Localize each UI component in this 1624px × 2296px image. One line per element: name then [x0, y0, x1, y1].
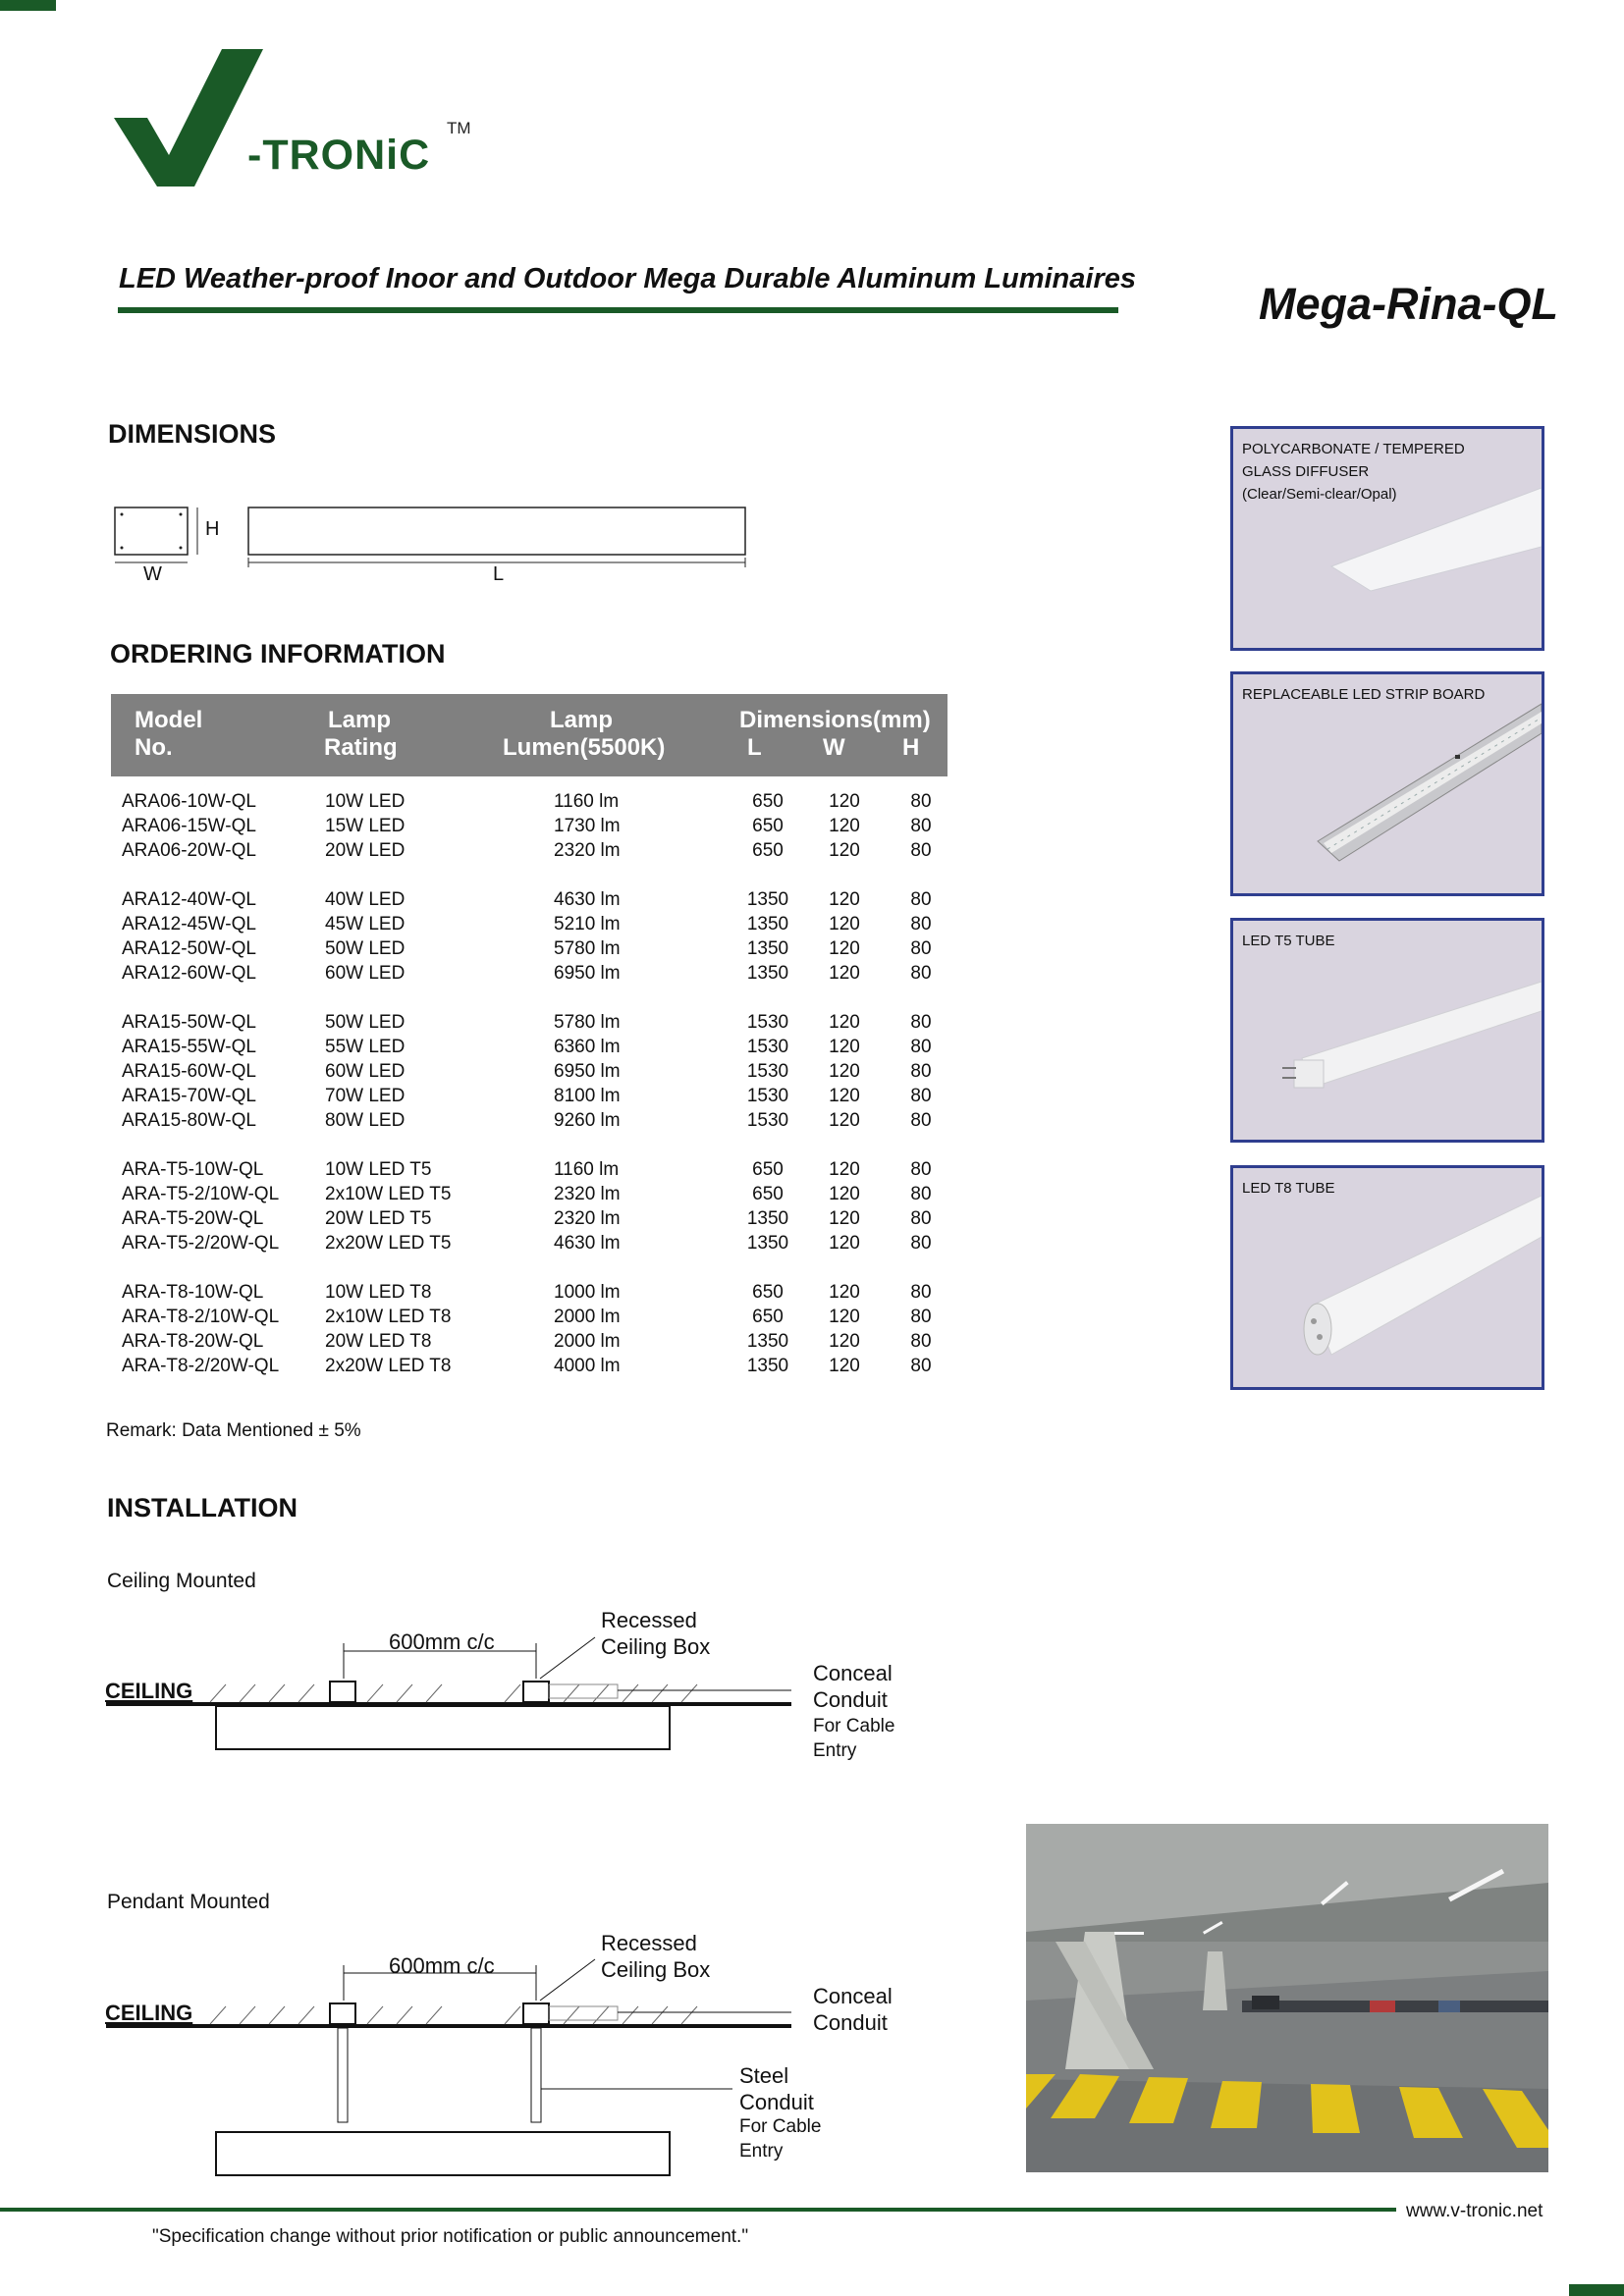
cell-h: 80 [910, 1061, 932, 1082]
col-rating-2: Rating [324, 734, 398, 761]
ordering-table-header [111, 694, 947, 776]
col-rating: Lamp [328, 707, 392, 733]
spacing-label: 600mm c/c [389, 1953, 495, 1978]
cell-lumen: 4630 lm [554, 1233, 621, 1254]
dim-label-h: H [205, 518, 220, 540]
cell-h: 80 [910, 1159, 932, 1180]
col-lumen-2: Lumen(5500K) [503, 734, 666, 761]
card-led-strip [1230, 671, 1544, 896]
cell-rating: 10W LED T8 [325, 1282, 432, 1303]
table-row [122, 1206, 956, 1231]
ceiling-label: CEILING [105, 1679, 193, 1703]
table-row [122, 814, 956, 838]
cell-l: 1350 [746, 1208, 789, 1229]
cell-h: 80 [910, 1086, 932, 1106]
trademark: TM [447, 119, 471, 137]
cell-h: 80 [910, 938, 932, 959]
cell-model: ARA12-45W-QL [122, 914, 256, 934]
ordering-heading: ORDERING INFORMATION [110, 639, 446, 668]
cell-w: 120 [829, 1184, 860, 1204]
card-label-line: REPLACEABLE LED STRIP BOARD [1242, 686, 1486, 703]
subtitle-divider [118, 307, 1118, 313]
cell-model: ARA06-15W-QL [122, 816, 256, 836]
conduit-label: For Cable [813, 1716, 895, 1736]
dim-label-w: W [143, 563, 162, 585]
card-label-line: LED T5 TUBE [1242, 933, 1335, 949]
cell-rating: 2x10W LED T8 [325, 1307, 452, 1327]
col-h: H [902, 734, 920, 761]
cell-l: 1530 [746, 1110, 789, 1131]
logo-text: -TRONiC [247, 132, 431, 179]
row-spacer [122, 863, 956, 887]
card-diffuser [1230, 426, 1544, 651]
col-l: L [747, 734, 762, 761]
cell-w: 120 [829, 1307, 860, 1327]
cell-w: 120 [829, 840, 860, 861]
card-label-line: POLYCARBONATE / TEMPERED [1242, 441, 1465, 457]
cell-model: ARA06-10W-QL [122, 791, 256, 812]
cell-lumen: 1160 lm [554, 791, 620, 812]
cell-w: 120 [829, 1233, 860, 1254]
dimensions-heading: DIMENSIONS [108, 419, 277, 449]
cell-h: 80 [910, 1184, 932, 1204]
row-spacer [122, 1255, 956, 1280]
cell-h: 80 [910, 1331, 932, 1352]
corner-accent-top [0, 0, 56, 11]
parking-garage-photo [1026, 1824, 1548, 2172]
cell-h: 80 [910, 1233, 932, 1254]
table-row [122, 1354, 956, 1378]
card-t5-tube [1230, 918, 1544, 1143]
table-row [122, 1035, 956, 1059]
cell-lumen: 9260 lm [554, 1110, 621, 1131]
table-row [122, 1329, 956, 1354]
led-strip-image [1233, 674, 1542, 893]
card-t8-tube [1230, 1165, 1544, 1390]
cell-rating: 10W LED [325, 791, 406, 812]
cell-h: 80 [910, 791, 932, 812]
cell-l: 1530 [746, 1061, 789, 1082]
cell-l: 1350 [746, 914, 789, 934]
cell-l: 1530 [746, 1037, 789, 1057]
steel-conduit-label: Conduit [739, 2090, 814, 2114]
cell-l: 1530 [746, 1012, 789, 1033]
cell-l: 650 [752, 840, 784, 861]
cell-h: 80 [910, 840, 932, 861]
cell-h: 80 [910, 1356, 932, 1376]
cell-model: ARA06-20W-QL [122, 840, 256, 861]
cell-w: 120 [829, 1208, 860, 1229]
cell-lumen: 5780 lm [554, 1012, 621, 1033]
cell-l: 650 [752, 816, 784, 836]
table-row [122, 789, 956, 814]
cell-h: 80 [910, 1037, 932, 1057]
cell-l: 1350 [746, 963, 789, 984]
cell-l: 650 [752, 791, 784, 812]
cell-lumen: 6360 lm [554, 1037, 621, 1057]
table-row [122, 887, 956, 912]
conduit-label: Conduit [813, 1687, 888, 1712]
conduit-label: Conduit [813, 2010, 888, 2035]
cell-model: ARA-T8-2/10W-QL [122, 1307, 280, 1327]
cell-rating: 80W LED [325, 1110, 406, 1131]
cell-lumen: 6950 lm [554, 1061, 621, 1082]
cell-rating: 20W LED T8 [325, 1331, 432, 1352]
cell-rating: 70W LED [325, 1086, 406, 1106]
cell-l: 650 [752, 1307, 784, 1327]
cell-h: 80 [910, 963, 932, 984]
cell-model: ARA-T8-10W-QL [122, 1282, 264, 1303]
remark: Remark: Data Mentioned ± 5% [106, 1420, 361, 1441]
cell-rating: 50W LED [325, 938, 406, 959]
cell-l: 650 [752, 1184, 784, 1204]
row-spacer [122, 1133, 956, 1157]
cell-l: 650 [752, 1159, 784, 1180]
cell-model: ARA15-55W-QL [122, 1037, 256, 1057]
cell-rating: 40W LED [325, 889, 406, 910]
cell-h: 80 [910, 1110, 932, 1131]
table-row [122, 1280, 956, 1305]
pendant-mounted-title: Pendant Mounted [107, 1891, 270, 1913]
cell-l: 1350 [746, 1233, 789, 1254]
dimensions-drawing [110, 501, 758, 589]
cell-l: 1350 [746, 1331, 789, 1352]
cell-model: ARA-T8-20W-QL [122, 1331, 264, 1352]
page-subtitle: LED Weather-proof Inoor and Outdoor Mega Durable Aluminum Luminaires [119, 263, 1136, 294]
cell-model: ARA12-40W-QL [122, 889, 256, 910]
cell-rating: 45W LED [325, 914, 406, 934]
cell-w: 120 [829, 1061, 860, 1082]
cell-h: 80 [910, 1282, 932, 1303]
cell-model: ARA15-70W-QL [122, 1086, 256, 1106]
cell-model: ARA-T5-2/20W-QL [122, 1233, 280, 1254]
recessed-box-label: Ceiling Box [601, 1957, 711, 1982]
cell-lumen: 1160 lm [554, 1159, 620, 1180]
recessed-box-label: Ceiling Box [601, 1634, 711, 1659]
cell-lumen: 2320 lm [554, 1208, 621, 1229]
cell-rating: 55W LED [325, 1037, 406, 1057]
cell-rating: 15W LED [325, 816, 406, 836]
card-label-line: LED T8 TUBE [1242, 1180, 1335, 1197]
table-row [122, 1108, 956, 1133]
diffuser-image [1233, 429, 1542, 648]
cell-rating: 2x10W LED T5 [325, 1184, 452, 1204]
cell-lumen: 5780 lm [554, 938, 621, 959]
cell-w: 120 [829, 1110, 860, 1131]
cell-rating: 60W LED [325, 963, 406, 984]
cell-w: 120 [829, 1331, 860, 1352]
table-row [122, 1305, 956, 1329]
disclaimer: "Specification change without prior notification or public announcement." [152, 2226, 749, 2247]
cell-h: 80 [910, 1012, 932, 1033]
ceiling-label: CEILING [105, 2001, 193, 2025]
cell-l: 1530 [746, 1086, 789, 1106]
row-spacer [122, 986, 956, 1010]
cell-model: ARA12-50W-QL [122, 938, 256, 959]
cell-w: 120 [829, 1037, 860, 1057]
cell-l: 1350 [746, 889, 789, 910]
spacing-label: 600mm c/c [389, 1629, 495, 1654]
cell-model: ARA15-50W-QL [122, 1012, 256, 1033]
col-lumen: Lamp [550, 707, 614, 733]
cell-h: 80 [910, 1208, 932, 1229]
product-name: Mega-Rina-QL [1259, 279, 1559, 329]
cell-lumen: 4630 lm [554, 889, 621, 910]
cell-rating: 20W LED T5 [325, 1208, 432, 1229]
card-label-line: (Clear/Semi-clear/Opal) [1242, 486, 1397, 503]
col-dimensions: Dimensions(mm) [739, 707, 931, 733]
cell-lumen: 6950 lm [554, 963, 621, 984]
recessed-box-label: Recessed [601, 1931, 697, 1955]
cell-model: ARA-T5-2/10W-QL [122, 1184, 280, 1204]
cell-lumen: 2000 lm [554, 1307, 621, 1327]
cell-h: 80 [910, 889, 932, 910]
cell-rating: 10W LED T5 [325, 1159, 432, 1180]
col-w: W [823, 734, 845, 761]
col-model-2: No. [135, 734, 173, 761]
cell-rating: 60W LED [325, 1061, 406, 1082]
cell-l: 1350 [746, 938, 789, 959]
cell-lumen: 5210 lm [554, 914, 621, 934]
cell-l: 650 [752, 1282, 784, 1303]
cell-lumen: 8100 lm [554, 1086, 621, 1106]
cell-w: 120 [829, 1159, 860, 1180]
table-row [122, 912, 956, 936]
website-link[interactable]: www.v-tronic.net [1406, 2201, 1543, 2221]
cell-rating: 2x20W LED T8 [325, 1356, 452, 1376]
cell-lumen: 2320 lm [554, 840, 621, 861]
table-row [122, 1059, 956, 1084]
col-model: Model [135, 707, 203, 733]
recessed-box-label: Recessed [601, 1608, 697, 1632]
table-row [122, 961, 956, 986]
ceiling-mounted-title: Ceiling Mounted [107, 1570, 256, 1592]
table-row [122, 1182, 956, 1206]
corner-accent-bottom [1569, 2284, 1624, 2296]
cell-lumen: 4000 lm [554, 1356, 621, 1376]
table-row [122, 1010, 956, 1035]
t5-tube-image [1233, 921, 1542, 1140]
cell-model: ARA12-60W-QL [122, 963, 256, 984]
cell-w: 120 [829, 1356, 860, 1376]
cell-lumen: 1000 lm [554, 1282, 621, 1303]
cell-rating: 2x20W LED T5 [325, 1233, 452, 1254]
footer-divider [0, 2208, 1396, 2212]
dim-label-l: L [493, 563, 505, 585]
cell-l: 1350 [746, 1356, 789, 1376]
cell-rating: 20W LED [325, 840, 406, 861]
cell-rating: 50W LED [325, 1012, 406, 1033]
conduit-label: Entry [813, 1740, 857, 1761]
cell-w: 120 [829, 963, 860, 984]
cell-w: 120 [829, 816, 860, 836]
table-row [122, 1157, 956, 1182]
cell-w: 120 [829, 1012, 860, 1033]
conduit-label: Conceal [813, 1661, 893, 1685]
cell-w: 120 [829, 938, 860, 959]
cell-w: 120 [829, 1086, 860, 1106]
cell-w: 120 [829, 791, 860, 812]
cell-h: 80 [910, 1307, 932, 1327]
table-row [122, 1231, 956, 1255]
pendant-mounted-diagram [104, 1953, 811, 2179]
cell-w: 120 [829, 889, 860, 910]
steel-conduit-label: For Cable [739, 2116, 822, 2137]
steel-conduit-label: Steel [739, 2063, 789, 2088]
table-row [122, 1084, 956, 1108]
cell-h: 80 [910, 914, 932, 934]
cell-lumen: 2320 lm [554, 1184, 621, 1204]
cell-model: ARA15-60W-QL [122, 1061, 256, 1082]
cell-model: ARA-T5-20W-QL [122, 1208, 264, 1229]
card-label-line: GLASS DIFFUSER [1242, 463, 1370, 480]
cell-w: 120 [829, 1282, 860, 1303]
cell-lumen: 1730 lm [554, 816, 621, 836]
conduit-label: Conceal [813, 1984, 893, 2008]
table-row [122, 838, 956, 863]
ordering-table-body [122, 789, 956, 1378]
table-row [122, 936, 956, 961]
t8-tube-image [1233, 1168, 1542, 1387]
cell-model: ARA15-80W-QL [122, 1110, 256, 1131]
cell-model: ARA-T5-10W-QL [122, 1159, 264, 1180]
steel-conduit-label: Entry [739, 2141, 784, 2162]
cell-h: 80 [910, 816, 932, 836]
cell-w: 120 [829, 914, 860, 934]
cell-model: ARA-T8-2/20W-QL [122, 1356, 280, 1376]
installation-heading: INSTALLATION [107, 1493, 298, 1522]
cell-lumen: 2000 lm [554, 1331, 621, 1352]
